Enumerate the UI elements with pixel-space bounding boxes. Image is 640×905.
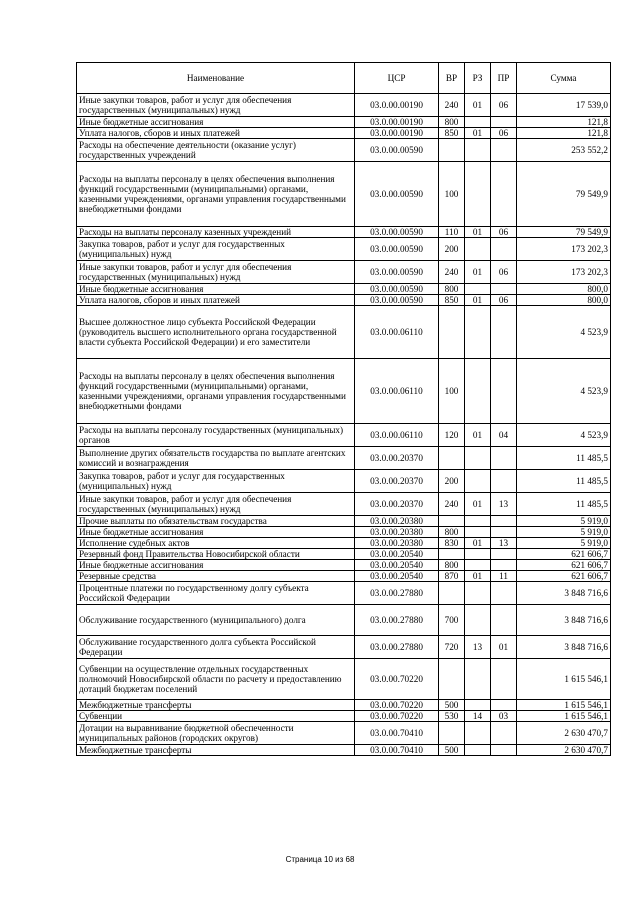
cell-sum: 11 485,5 [517,447,611,470]
table-row [77,238,611,261]
cell-sum: 2 630 470,7 [517,722,611,745]
cell-sum: 17 539,0 [517,94,611,117]
cell-rz [465,139,491,162]
table-row [77,162,611,227]
cell-name: Расходы на выплаты персоналу в целях обеспечения выполнения функций государственными (муниципальными) органами, казенными учреждениями, органами управления государственными внебюджетными фондами [77,359,355,424]
cell-csr: 03.0.00.20540 [355,560,439,571]
table-row [77,493,611,516]
cell-sum: 1 615 546,1 [517,700,611,711]
cell-name: Дотации на выравнивание бюджетной обеспеченности муниципальных районов (городских округов) [77,722,355,745]
cell-vr [439,139,465,162]
cell-name: Обслуживание государственного (муниципального) долга [77,605,355,636]
table-row [77,227,611,238]
cell-pr: 11 [491,571,517,582]
budget-table [76,62,611,756]
cell-vr [439,447,465,470]
cell-rz [465,745,491,756]
cell-rz [465,605,491,636]
header-rz: РЗ [465,63,491,94]
cell-vr: 700 [439,605,465,636]
table-row [77,424,611,447]
cell-rz [465,560,491,571]
table-row [77,659,611,700]
cell-csr: 03.0.00.70220 [355,659,439,700]
cell-pr [491,117,517,128]
cell-rz: 01 [465,94,491,117]
cell-name: Расходы на выплаты персоналу государственных (муниципальных) органов [77,424,355,447]
cell-name: Субвенции на осуществление отдельных государственных полномочий Новосибирской области по расчету и предоставлению дотаций бюджетам поселений [77,659,355,700]
table-row [77,470,611,493]
cell-name: Иные закупки товаров, работ и услуг для обеспечения государственных (муниципальных) нужд [77,261,355,284]
table-row [77,295,611,306]
cell-rz [465,516,491,527]
cell-csr: 03.0.00.06110 [355,359,439,424]
cell-sum: 3 848 716,6 [517,582,611,605]
cell-rz: 01 [465,424,491,447]
cell-pr [491,659,517,700]
table-row [77,516,611,527]
cell-pr [491,560,517,571]
cell-vr: 800 [439,117,465,128]
cell-csr: 03.0.00.00190 [355,94,439,117]
cell-vr: 850 [439,295,465,306]
cell-rz: 01 [465,538,491,549]
cell-csr: 03.0.00.27880 [355,636,439,659]
cell-sum: 4 523,9 [517,306,611,359]
cell-name: Иные бюджетные ассигнования [77,117,355,128]
header-sum: Сумма [517,63,611,94]
cell-rz [465,722,491,745]
cell-name: Уплата налогов, сборов и иных платежей [77,128,355,139]
cell-csr: 03.0.00.20380 [355,516,439,527]
cell-sum: 621 606,7 [517,560,611,571]
cell-name: Процентные платежи по государственному долгу субъекта Российской Федерации [77,582,355,605]
cell-rz [465,447,491,470]
table-row [77,538,611,549]
cell-name: Расходы на выплаты персоналу казенных учреждений [77,227,355,238]
cell-vr: 500 [439,700,465,711]
cell-vr [439,659,465,700]
table-row [77,560,611,571]
cell-name: Расходы на обеспечение деятельности (оказание услуг) государственных учреждений [77,139,355,162]
cell-pr [491,722,517,745]
cell-sum: 3 848 716,6 [517,636,611,659]
cell-vr: 100 [439,162,465,227]
header-vr: ВР [439,63,465,94]
table-row [77,571,611,582]
table-body [77,94,611,756]
cell-rz: 13 [465,636,491,659]
cell-vr: 200 [439,470,465,493]
cell-sum: 121,8 [517,117,611,128]
table-row [77,745,611,756]
cell-name: Исполнение судебных актов [77,538,355,549]
cell-rz [465,238,491,261]
cell-rz: 01 [465,261,491,284]
cell-pr: 06 [491,128,517,139]
cell-sum: 3 848 716,6 [517,605,611,636]
cell-rz: 01 [465,571,491,582]
cell-name: Иные бюджетные ассигнования [77,284,355,295]
cell-csr: 03.0.00.27880 [355,582,439,605]
cell-name: Высшее должностное лицо субъекта Российской Федерации (руководитель высшего исполнительного органа государственной власти субъекта Российской Федерации) и его заместители [77,306,355,359]
cell-vr: 110 [439,227,465,238]
cell-vr: 800 [439,284,465,295]
cell-csr: 03.0.00.00190 [355,128,439,139]
cell-vr: 100 [439,359,465,424]
header-name: Наименование [77,63,355,94]
cell-pr [491,745,517,756]
cell-pr: 13 [491,538,517,549]
cell-pr [491,700,517,711]
cell-rz [465,470,491,493]
cell-rz [465,284,491,295]
cell-name: Иные закупки товаров, работ и услуг для обеспечения государственных (муниципальных) нужд [77,94,355,117]
cell-rz: 01 [465,128,491,139]
cell-csr: 03.0.00.70410 [355,745,439,756]
cell-sum: 1 615 546,1 [517,711,611,722]
cell-vr [439,306,465,359]
cell-pr: 03 [491,711,517,722]
cell-vr: 720 [439,636,465,659]
table-row [77,605,611,636]
cell-name: Субвенции [77,711,355,722]
cell-vr [439,722,465,745]
cell-pr [491,306,517,359]
cell-vr: 240 [439,493,465,516]
cell-name: Выполнение других обязательств государства по выплате агентских комиссий и вознаграждения [77,447,355,470]
cell-rz [465,700,491,711]
cell-sum: 4 523,9 [517,424,611,447]
cell-rz [465,162,491,227]
cell-pr: 06 [491,295,517,306]
cell-vr [439,582,465,605]
cell-pr [491,139,517,162]
cell-pr [491,549,517,560]
cell-sum: 5 919,0 [517,516,611,527]
cell-vr: 800 [439,560,465,571]
table-row [77,128,611,139]
table-row [77,447,611,470]
cell-name: Обслуживание государственного долга субъекта Российской Федерации [77,636,355,659]
cell-pr [491,470,517,493]
cell-csr: 03.0.00.00590 [355,284,439,295]
cell-rz [465,582,491,605]
cell-name: Закупка товаров, работ и услуг для государственных (муниципальных) нужд [77,470,355,493]
cell-vr: 870 [439,571,465,582]
table-row [77,527,611,538]
cell-pr [491,582,517,605]
cell-csr: 03.0.00.70220 [355,711,439,722]
cell-vr: 240 [439,94,465,117]
cell-name: Межбюджетные трансферты [77,700,355,711]
cell-name: Расходы на выплаты персоналу в целях обеспечения выполнения функций государственными (муниципальными) органами, казенными учреждениями, органами управления государственными внебюджетными фондами [77,162,355,227]
cell-csr: 03.0.00.70410 [355,722,439,745]
cell-pr: 04 [491,424,517,447]
cell-name: Резервные средства [77,571,355,582]
table-row [77,700,611,711]
cell-sum: 253 552,2 [517,139,611,162]
cell-pr [491,162,517,227]
cell-vr: 530 [439,711,465,722]
cell-sum: 800,0 [517,295,611,306]
cell-rz [465,659,491,700]
cell-vr: 200 [439,238,465,261]
cell-csr: 03.0.00.20380 [355,538,439,549]
cell-sum: 621 606,7 [517,549,611,560]
cell-sum: 173 202,3 [517,261,611,284]
cell-rz [465,359,491,424]
cell-sum: 173 202,3 [517,238,611,261]
cell-name: Иные бюджетные ассигнования [77,560,355,571]
cell-name: Резервный фонд Правительства Новосибирской области [77,549,355,560]
cell-sum: 79 549,9 [517,227,611,238]
cell-sum: 11 485,5 [517,493,611,516]
cell-pr [491,238,517,261]
header-pr: ПР [491,63,517,94]
cell-csr: 03.0.00.20370 [355,493,439,516]
cell-sum: 621 606,7 [517,571,611,582]
cell-csr: 03.0.00.00590 [355,295,439,306]
cell-vr [439,549,465,560]
cell-csr: 03.0.00.20540 [355,549,439,560]
cell-sum: 121,8 [517,128,611,139]
cell-name: Иные бюджетные ассигнования [77,527,355,538]
cell-name: Межбюджетные трансферты [77,745,355,756]
cell-pr [491,527,517,538]
cell-pr: 06 [491,227,517,238]
table-row [77,636,611,659]
cell-csr: 03.0.00.00590 [355,261,439,284]
cell-vr: 800 [439,527,465,538]
cell-csr: 03.0.00.20380 [355,527,439,538]
cell-csr: 03.0.00.00590 [355,227,439,238]
cell-name: Прочие выплаты по обязательствам государства [77,516,355,527]
cell-sum: 800,0 [517,284,611,295]
cell-name: Уплата налогов, сборов и иных платежей [77,295,355,306]
cell-sum: 11 485,5 [517,470,611,493]
cell-pr [491,516,517,527]
cell-csr: 03.0.00.06110 [355,306,439,359]
header-csr: ЦСР [355,63,439,94]
cell-csr: 03.0.00.70220 [355,700,439,711]
cell-csr: 03.0.00.00590 [355,139,439,162]
table-row [77,94,611,117]
cell-rz [465,549,491,560]
cell-name: Иные закупки товаров, работ и услуг для обеспечения государственных (муниципальных) нужд [77,493,355,516]
cell-rz: 01 [465,227,491,238]
cell-vr: 500 [439,745,465,756]
cell-pr [491,359,517,424]
cell-sum: 2 630 470,7 [517,745,611,756]
cell-vr: 120 [439,424,465,447]
cell-csr: 03.0.00.06110 [355,424,439,447]
cell-rz [465,117,491,128]
cell-vr [439,516,465,527]
table-row [77,261,611,284]
table-row [77,582,611,605]
table-row [77,549,611,560]
cell-rz [465,527,491,538]
cell-pr [491,284,517,295]
cell-vr: 850 [439,128,465,139]
cell-name: Закупка товаров, работ и услуг для государственных (муниципальных) нужд [77,238,355,261]
cell-csr: 03.0.00.20540 [355,571,439,582]
cell-pr: 06 [491,261,517,284]
cell-csr: 03.0.00.00590 [355,162,439,227]
cell-pr: 06 [491,94,517,117]
cell-sum: 5 919,0 [517,538,611,549]
cell-csr: 03.0.00.20370 [355,447,439,470]
table-row [77,139,611,162]
page-number: Страница 10 из 68 [285,855,355,864]
cell-csr: 03.0.00.00590 [355,238,439,261]
header-row [77,63,611,94]
cell-rz [465,306,491,359]
cell-vr: 830 [439,538,465,549]
cell-csr: 03.0.00.20370 [355,470,439,493]
cell-vr: 240 [439,261,465,284]
cell-sum: 79 549,9 [517,162,611,227]
cell-sum: 4 523,9 [517,359,611,424]
cell-rz: 01 [465,493,491,516]
cell-pr [491,447,517,470]
cell-csr: 03.0.00.27880 [355,605,439,636]
table-row [77,711,611,722]
table-row [77,306,611,359]
table-row [77,359,611,424]
cell-rz: 01 [465,295,491,306]
table-row [77,722,611,745]
cell-rz: 14 [465,711,491,722]
cell-pr: 01 [491,636,517,659]
cell-sum: 5 919,0 [517,527,611,538]
cell-pr: 13 [491,493,517,516]
table-row [77,117,611,128]
cell-sum: 1 615 546,1 [517,659,611,700]
table-row [77,284,611,295]
cell-pr [491,605,517,636]
cell-csr: 03.0.00.00190 [355,117,439,128]
